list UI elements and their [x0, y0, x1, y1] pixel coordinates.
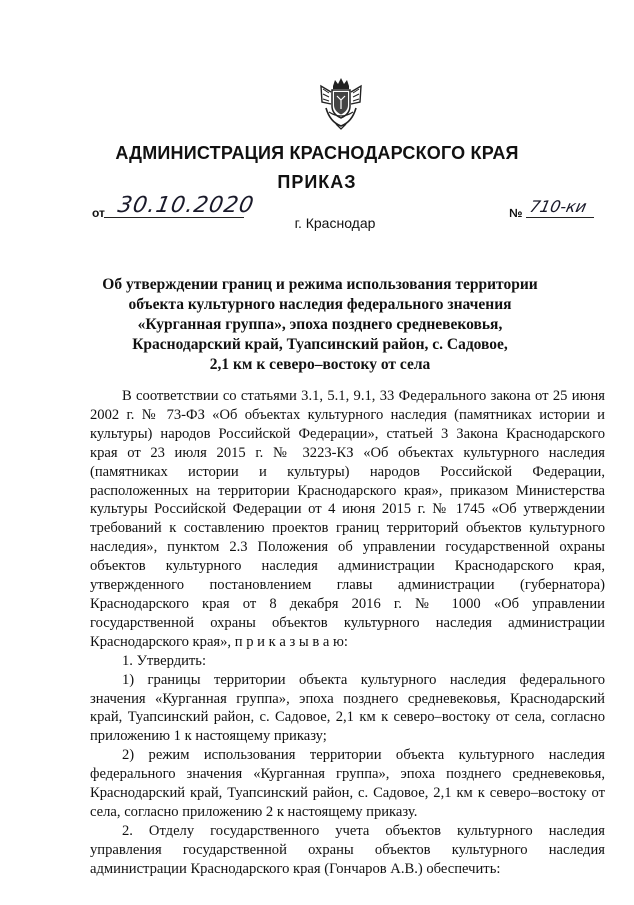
item-1: 1. Утвердить: [122, 652, 207, 669]
item-2: 2. Отделу государственного учета объектов культурного наследия управления государственной охраны объектов культурного наследия администрации Краснодарского края (Гончаров А.В.) обеспечить: [90, 822, 605, 877]
item-1-1: 1) границы территории объекта культурного наследия федерального значения «Курганная группа», эпоха позднего средневековья, Краснодарский край, Туапсинский район, с. Садовое, 2,1 км к северо–востоку от села, согласно приложению 1 к настоящему приказу; [90, 671, 605, 745]
date-prefix: от [92, 206, 105, 220]
title-line: Об утверждении границ и режима использования территории [102, 276, 538, 293]
title-line: объекта культурного наследия федерального значения [128, 296, 512, 313]
document-body [90, 387, 605, 879]
handwritten-date: 30.10.2020 [115, 193, 257, 218]
organization-title: АДМИНИСТРАЦИЯ КРАСНОДАРСКОГО КРАЯ [115, 143, 519, 163]
title-line: Краснодарский край, Туапсинский район, с. Садовое, [132, 336, 508, 353]
document-type: ПРИКАЗ [277, 172, 357, 192]
document-title [80, 275, 560, 375]
handwritten-number: 710-ки [527, 197, 589, 216]
city: г. Краснодар [294, 215, 376, 231]
coat-of-arms-icon [318, 76, 364, 130]
title-line: «Курганная группа», эпоха позднего средневековья, [137, 316, 503, 333]
title-line: 2,1 км к северо–востоку от села [209, 356, 431, 373]
preamble-paragraph: В соответствии со статьями 3.1, 5.1, 9.1, 33 Федерального закона от 25 июня 2002 г. № 73-ФЗ «Об объектах культурного наследия (памятниках истории и культуры) народов Российской Федерации», статьей 3 Закона Краснодарского края от 23 июля 2015 г. № 3223-КЗ «Об объектах культурного наследия (памятниках истории и культуры) народов Российской Федерации, расположенных на территории Краснодарского края», приказом Министерства культуры Российской Федерации от 4 июня 2015 г. № 1745 «Об утверждении требований к составлению проектов границ территорий объектов культурного наследия», пунктом 2.3 Положения об управлении государственной охраны объектов культурного наследия администрации Краснодарского края, утвержденного постановлением главы администрации (губернатора) Краснодарского края от 8 декабря 2016 г. № 1000 «Об управлении государственной охраны объектов культурного наследия администрации Краснодарского края», п р и к а з ы в а ю: [90, 388, 605, 650]
number-prefix: № [509, 206, 523, 220]
item-1-2: 2) режим использования территории объекта культурного наследия федерального значения «Курганная группа», эпоха позднего средневековья, Краснодарский край, Туапсинский район, с. Садовое, 2,1 км к северо–востоку от села, согласно приложению 2 к настоящему приказу. [90, 747, 605, 820]
